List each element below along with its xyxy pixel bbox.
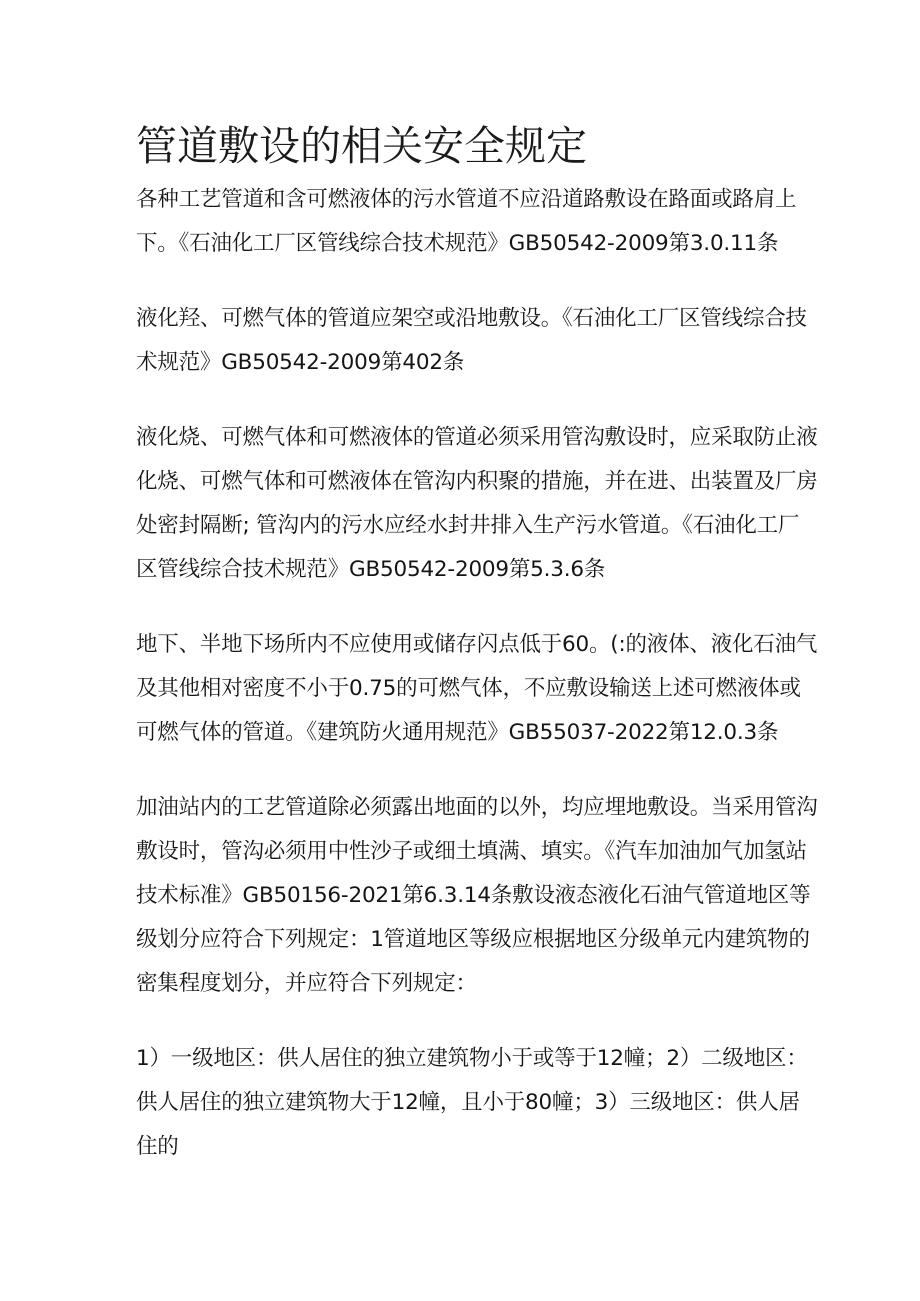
paragraph-6: 1）一级地区：供人居住的独立建筑物小于或等于12幢；2）二级地区：供人居住的独立建筑物大于12幢，且小于80幢；3）三级地区：供人居住的 <box>136 1046 808 1159</box>
paragraph-2: 液化羟、可燃气体的管道应架空或沿地敷设。《石油化工厂区管线综合技术规范》GB50542-2009第402条 <box>136 306 807 375</box>
paragraph-5: 加油站内的工艺管道除必须露出地面的以外，均应埋地敷设。当采用管沟敷设时，管沟必须用中性沙子或细土填满、填实。《汽车加油加气加氢站技术标准》GB50156-2021第6.3.14条敷设液态液化石油气管道地区等级划分应符合下列规定：1管道地区等级应根据地区分级单元内建筑物的密集程度划分，并应符合下列规定： <box>136 795 818 996</box>
page-title: 管道敷设的相关安全规定 <box>136 122 587 170</box>
paragraph-3: 液化烧、可燃气体和可燃液体的管道必须采用管沟敷设时，应采取防止液化烧、可燃气体和可燃液体在管沟内积聚的措施，并在进、出装置及厂房处密封隔断; 管沟内的污水应经水封井排入生产污水管道。《石油化工厂区管线综合技术规范》GB50542-2009第5.3.6条 <box>136 425 818 582</box>
paragraph-4: 地下、半地下场所内不应使用或储存闪点低于60。(:的液体、液化石油气及其他相对密度不小于0.75的可燃气体，不应敷设输送上述可燃液体或可燃气体的管道。《建筑防火通用规范》GB55037-2022第12.0.3条 <box>136 632 818 745</box>
paragraph-1: 各种工艺管道和含可燃液体的污水管道不应沿道路敷设在路面或路肩上下。《石油化工厂区管线综合技术规范》GB50542-2009第3.0.11条 <box>136 187 797 256</box>
